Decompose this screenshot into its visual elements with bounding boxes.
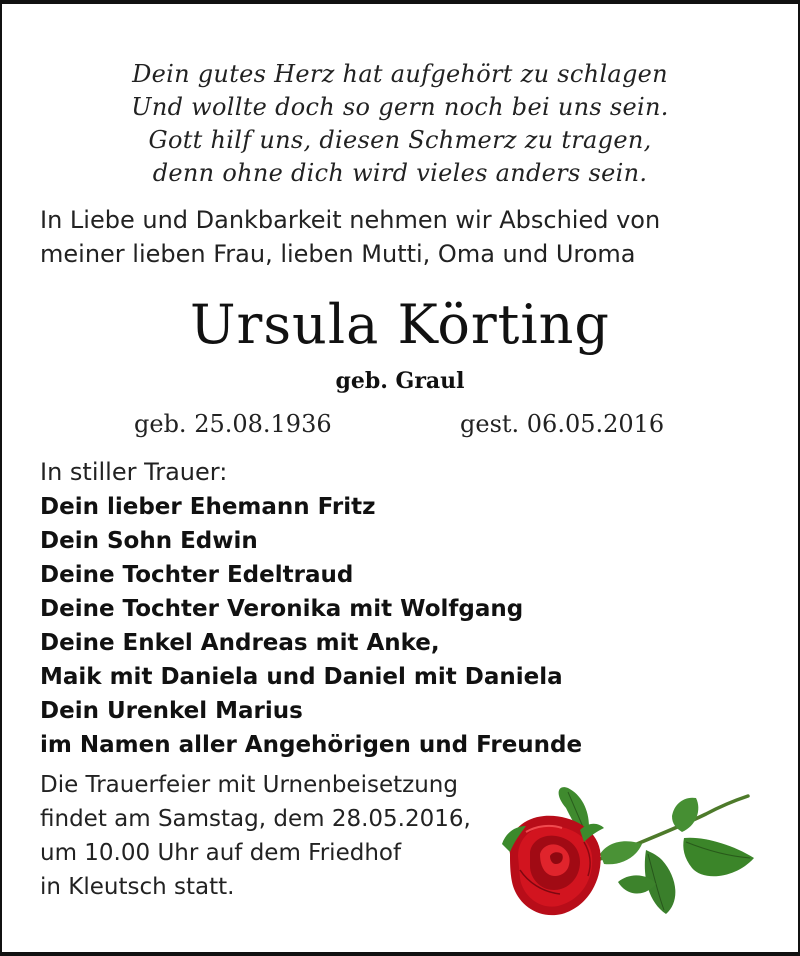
mourner-entry: Deine Tochter Veronika mit Wolfgang: [40, 596, 524, 622]
mourner-entry: Dein Sohn Edwin: [40, 528, 258, 554]
ceremony-line: Die Trauerfeier mit Urnenbeisetzung: [40, 772, 458, 798]
ceremony-line: findet am Samstag, dem 28.05.2016,: [40, 806, 471, 832]
mourners-list: [40, 490, 760, 762]
birth-date: geb. 25.08.1936: [134, 410, 332, 438]
mourners-heading: In stiller Trauer:: [40, 458, 228, 486]
poem-line: denn ohne dich wird vieles anders sein.: [152, 159, 648, 187]
deceased-name: Ursula Körting: [190, 293, 610, 356]
poem-line: Gott hilf uns, diesen Schmerz zu tragen,: [148, 126, 652, 154]
mourner-entry: Deine Tochter Edeltraud: [40, 562, 354, 588]
ceremony-line: in Kleutsch statt.: [40, 874, 235, 900]
ceremony-info: [40, 768, 510, 904]
intro-line: In Liebe und Dankbarkeit nehmen wir Abschied von: [40, 206, 661, 234]
death-date: gest. 06.05.2016: [460, 410, 665, 438]
mourner-entry: Deine Enkel Andreas mit Anke,: [40, 630, 440, 656]
mourner-entry: Dein Urenkel Marius: [40, 698, 303, 724]
ceremony-line: um 10.00 Uhr auf dem Friedhof: [40, 840, 402, 866]
mourner-entry: im Namen aller Angehörigen und Freunde: [40, 732, 583, 758]
mourner-entry: Dein lieber Ehemann Fritz: [40, 494, 376, 520]
red-rose-image: [496, 786, 758, 924]
poem-line: Und wollte doch so gern noch bei uns sein.: [131, 93, 669, 121]
farewell-intro: [40, 203, 760, 271]
poem-line: Dein gutes Herz hat aufgehört zu schlagen: [132, 60, 668, 88]
intro-line: meiner lieben Frau, lieben Mutti, Oma und Uroma: [40, 240, 636, 268]
maiden-name: geb. Graul: [335, 368, 465, 394]
mourner-entry: Maik mit Daniela und Daniel mit Daniela: [40, 664, 563, 690]
poem: [0, 58, 800, 190]
